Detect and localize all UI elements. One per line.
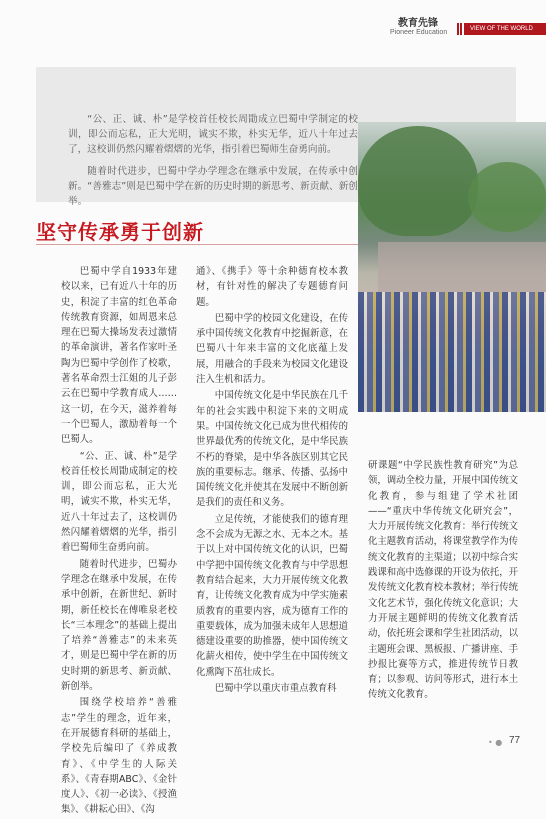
page-dots: • ●	[488, 738, 503, 747]
header-badge: VIEW OF THE WORLD	[464, 23, 546, 35]
column1-paragraph: 随着时代进步，巴蜀办学理念在继承中发展，在传承中创新，在新世纪、新时期，新任校长在傅唯泉老校长“三本理念”的基础上提出了培养“善雅志”的未来英才，则是巴蜀中学在新的历史时期的新思考、新贡献、新创举。	[61, 558, 177, 693]
title-rule	[36, 244, 358, 245]
column1-paragraph: “公、正、诚、朴”是学校首任校长周勖成制定的校训，即公而忘私，正大光明，诚实不欺，朴实无华，近八十年过去了，这校训仍然闪耀着熠熠的光华，指引着巴蜀师生奋勇向前。	[61, 450, 177, 554]
header-section-title: 教育先锋	[398, 18, 438, 29]
header-section-subtitle: Pioneer Education	[390, 29, 448, 36]
column2-paragraph: 立足传统，才能使我们的德育理念不会成为无源之水、无本之木。基于以上对中国传统文化的认识，巴蜀中学把中国传统文化教育与中学思想教育结合起来，大力开展传统文化教育，让传统文化教育成为中学实施素质教育的重要内容，成为德育工作的重要载体，成为加强未成年人思想道德建设重要的助推器，使中国传统文化薪火相传，使中学生在中国传统文化熏陶下茁壮成长。	[196, 513, 348, 678]
column2-paragraph: 巴蜀中学的校园文化建设，在传承中国传统文化教育中挖掘新意，在巴蜀八十年来丰富的文化底蕴上发展，用融合的手段来为校园文化建设注入生机和活力。	[196, 312, 348, 386]
article-column-1	[61, 264, 177, 819]
column3-paragraph: 研课题“中学民族性教育研究”为总领，调动全校力量，开展中国传统文化教育，参与组建了学术社团——“重庆中华传统文化研究会”，大力开展传统文化教育：举行传统文化主题教育活动，将课堂教学作为传统文化教育的主渠道；以初中综合实践课和高中选修课的开设为依托，开发传统文化教育校本教材；举行传统文化艺术节，强化传统文化意识；大力开展主题鲜明的传统文化教育活动，依托班会课和学生社团活动，以主题班会课、黑板报、广播讲座、手抄报比赛等方式，推进传统节日教育；以参观、访问等形式，进行本土传统文化教育。	[368, 460, 519, 701]
intro-paragraph-2: 随着时代进步，巴蜀中学办学理念在继承中发展，在传承中创新。“善雅志”则是巴蜀中学在新的历史时期的新思考、新贡献、新创举。	[68, 166, 358, 208]
column1-paragraph: 巴蜀中学自1933年建校以来，已有近八十年的历史，积淀了丰富的红色革命传统教育资源，如周恩来总理在巴蜀大操场发表过激情的革命演讲，著名作家叶圣陶为巴蜀中学创作了校歌，著名革命烈士江姐的儿子彭云在巴蜀中学教育成人……这一切，在今天，滋养着每一个巴蜀人，激励着每一个巴蜀人。	[61, 266, 177, 446]
campus-photo	[358, 122, 546, 412]
article-column-3	[368, 458, 518, 704]
column2-paragraph: 中国传统文化是中华民族在几千年的社会实践中积淀下来的文明成果。中国传统文化已成为世代相传的世界最优秀的传统文化，是中华民族不朽的脊梁，是中华各族区别其它民族的重要标志。继承、传播、弘扬中国传统文化并使其在发展中不断创新是我们的责任和义务。	[196, 390, 348, 509]
article-title: 坚守传承勇于创新	[36, 220, 204, 244]
column2-paragraph: 巴蜀中学以重庆市重点教育科	[214, 683, 337, 695]
page-number: 77	[509, 735, 521, 746]
column1-paragraph: 围绕学校培养“善雅志”学生的理念，近年来，在开展德育科研的基础上，学校先后编印了《养成教育》、《中学生的人际关系》、《青春期ABC》、《金针度人》、《初一必读》、《授渔集》、《耕耘心田》、《沟	[61, 697, 177, 816]
intro-paragraph-1: “公、正、诚、朴”是学校首任校长周勖成立巴蜀中学制定的校训，即公而忘私，正大光明，诚实不欺，朴实无华，近八十年过去了，这校训仍然闪耀着熠熠的光华，指引着巴蜀师生奋勇向前。	[68, 114, 358, 156]
column2-paragraph: 通》、《携手》等十余种德育校本教材，有针对性的解决了专题德育问题。	[196, 266, 348, 308]
article-column-2	[196, 264, 348, 697]
